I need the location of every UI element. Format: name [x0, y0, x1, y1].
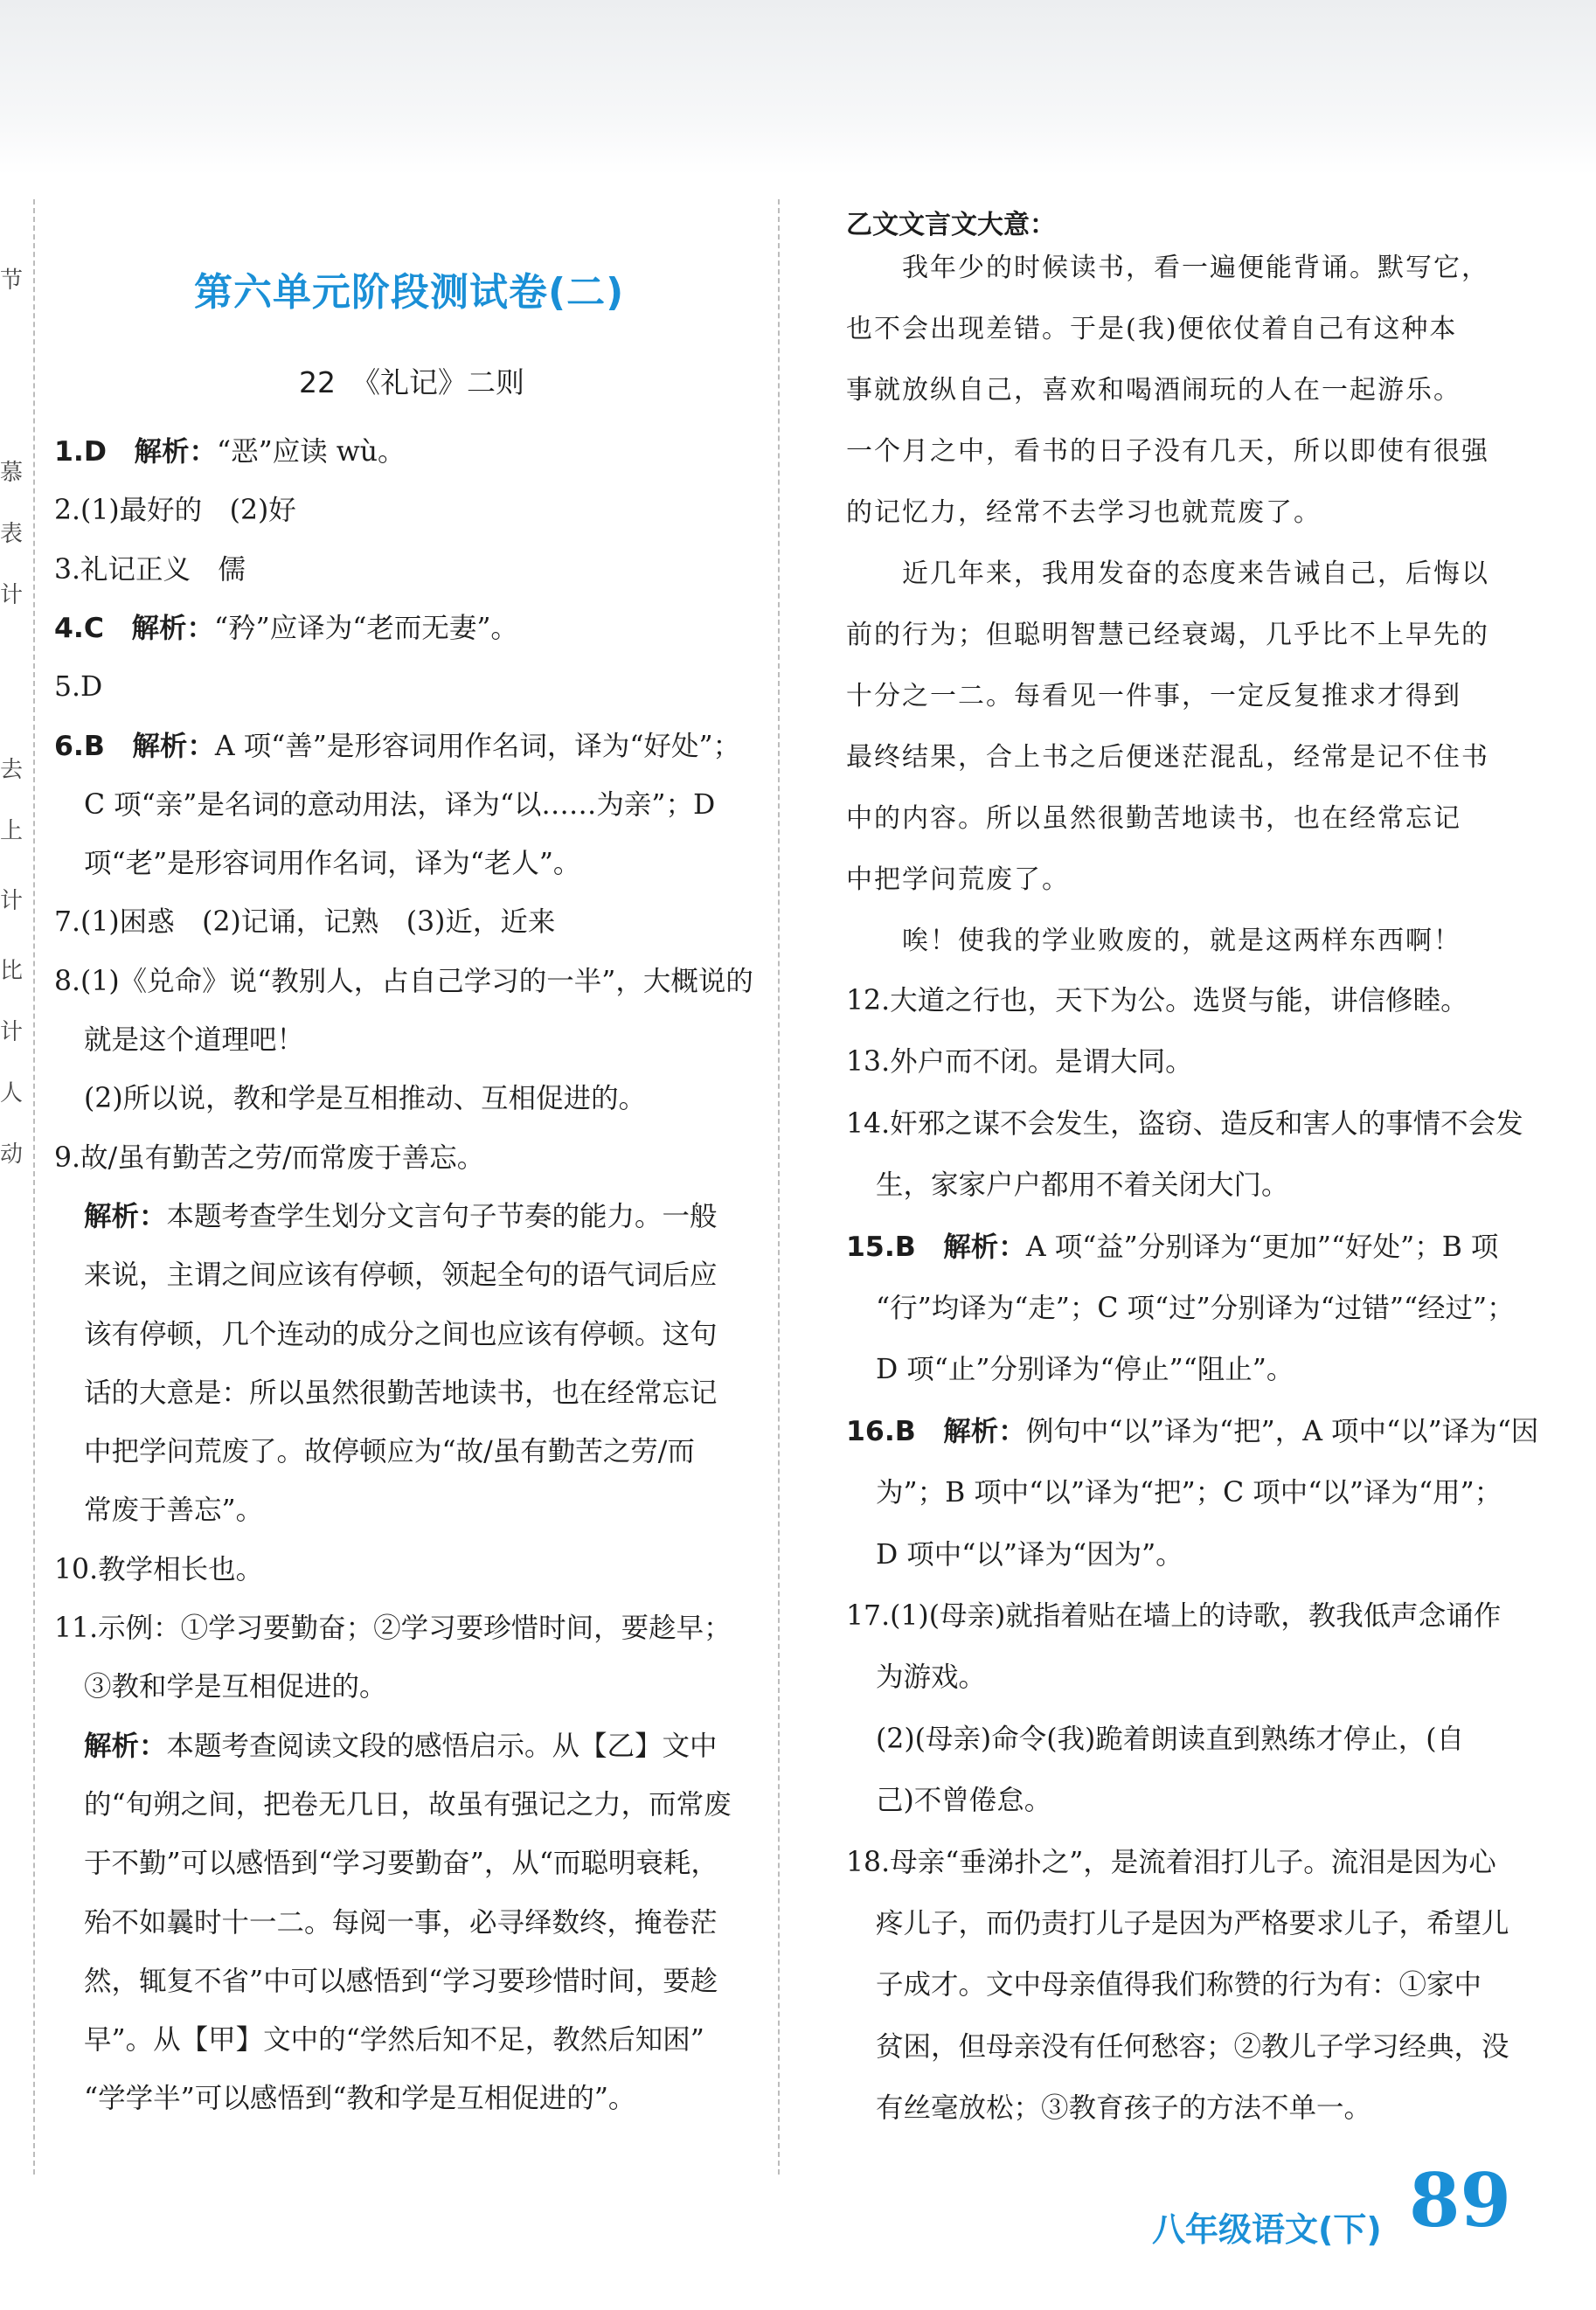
answer-text: 为游戏。 [876, 1661, 987, 1694]
answer-line [54, 1200, 718, 1232]
lesson-number: 22 [299, 365, 336, 399]
answer-line [54, 1024, 305, 1056]
answer-text: 来说，主谓之间应该有停顿，领起全句的语气词后应 [84, 1259, 718, 1292]
answer-text: 疼儿子，而仍责打儿子是因为严格要求儿子，希望儿 [876, 1908, 1509, 1939]
answer-line [54, 553, 246, 586]
unit-title: 第六单元阶段测试卷(二) [194, 270, 625, 315]
edge-char: 计 [0, 582, 24, 608]
answer-line [54, 612, 518, 644]
translation-line: 也不会出现差错。于是(我)便依仗着自己有这种本 [846, 314, 1458, 344]
answer-line [54, 1436, 695, 1468]
answer-text: 5.D [54, 671, 103, 704]
edge-char: 人 [0, 1080, 24, 1106]
answer-line [54, 1497, 263, 1525]
translation-line: 十分之一二。每看见一件事，一定反复推求才得到 [846, 681, 1461, 711]
edge-char: 计 [0, 1019, 24, 1045]
answer-line [846, 1846, 1496, 1878]
answer-text: 8.(1)《兑命》说“教别人，占自己学习的一半”，大概说的 [54, 965, 753, 997]
answer-line [54, 1259, 718, 1292]
answer-text: “行”均译为“走”；C 项“过”分别译为“过错”“经过”； [876, 1293, 1515, 1324]
answer-text: (2)(母亲)命令(我)跪着朗读直到熟练才停止，(自 [876, 1723, 1465, 1755]
answer-line [54, 1615, 732, 1643]
answer-line [846, 1107, 1523, 1140]
answer-text: 该有停顿，几个连动的成分之间也应该有停顿。这句 [84, 1318, 718, 1350]
answer-text: 然，辄复不省”中可以感悟到“学习要珍惜时间，要趁 [84, 1965, 718, 1997]
answer-line [846, 1231, 1499, 1263]
answer-line [846, 1723, 1465, 1755]
answer-text: D 项中“以”译为“因为”。 [876, 1538, 1183, 1571]
answer-line [54, 671, 103, 704]
answer-text: 的“旬朔之间，把卷无几日，故虽有强记之力，而常废 [84, 1788, 732, 1821]
answer-text: (2)所以说，教和学是互相推动、互相促进的。 [84, 1083, 647, 1115]
answer-line [846, 1169, 1289, 1202]
answer-line [846, 1295, 1515, 1323]
answer-text: 为”；B 项中“以”译为“把”；C 项中“以”译为“用”； [876, 1477, 1502, 1509]
answer-line [54, 497, 296, 525]
answer-text: 10.教学相长也。 [54, 1553, 264, 1585]
answer-text: 中把学问荒废了。故停顿应为“故/虽有勤苦之劳/而 [84, 1436, 695, 1468]
translation-line: 中的内容。所以虽然很勤苦地读书，也在经常忘记 [846, 803, 1461, 834]
translation-heading: 乙文文言文大意： [846, 210, 1056, 240]
answer-text: 贫困，但母亲没有任何愁容；②教儿子学习经典，没 [876, 2030, 1509, 2063]
answer-text: 2.(1)最好的 (2)好 [54, 495, 296, 527]
answer-line [54, 1671, 387, 1703]
lesson-name: 《礼记》二则 [351, 365, 524, 399]
lesson-title [299, 360, 524, 401]
answer-text: 本题考查学生划分文言句子节奏的能力。一般 [166, 1200, 718, 1232]
translation-line: 事就放纵自己，喜欢和喝酒闹玩的人在一起游乐。 [846, 375, 1461, 406]
answer-label: 6.B 解析： [54, 730, 215, 762]
answer-line [846, 985, 1468, 1016]
answer-text: 子成才。文中母亲值得我们称赞的行为有：①家中 [876, 1969, 1482, 2001]
left-column-divider [33, 199, 35, 2175]
answer-text: 话的大意是：所以虽然很勤苦地读书，也在经常忘记 [84, 1377, 718, 1409]
answer-line [846, 2030, 1509, 2063]
answer-line [846, 1356, 1294, 1384]
answer-line [54, 1083, 647, 1115]
answer-line [54, 1318, 718, 1350]
answer-line [54, 1906, 718, 1939]
answer-text: 己)不曾倦怠。 [876, 1785, 1052, 1817]
answer-text: 就是这个道理吧！ [84, 1024, 305, 1056]
translation-line: 我年少的时候读书，看一遍便能背诵。默写它， [846, 253, 1489, 283]
answer-line [846, 1600, 1502, 1632]
answer-label: 解析： [84, 1200, 167, 1232]
translation-line: 的记忆力，经常不去学习也就荒废了。 [846, 497, 1322, 528]
answer-text: ③教和学是互相促进的。 [84, 1671, 387, 1703]
answer-text: 殆不如曩时十一二。每阅一事，必寻绎数终，掩卷茫 [84, 1906, 718, 1939]
answer-line [846, 1661, 987, 1694]
center-column-divider [778, 199, 780, 2175]
answer-text: 本题考查阅读文段的感悟启示。从【乙】文中 [166, 1730, 718, 1762]
translation-line: 唉！使我的学业败废的，就是这两样东西啊！ [846, 926, 1461, 956]
edge-char: 计 [0, 888, 24, 914]
edge-char: 慕 [0, 460, 24, 486]
answer-text: 7.(1)困惑 (2)记诵，记熟 (3)近，近来 [54, 906, 556, 939]
answer-label: 15.B 解析： [846, 1231, 1026, 1263]
scan-top-band [0, 0, 1596, 175]
answer-line [54, 788, 716, 821]
answer-text: 9.故/虽有勤苦之劳/而常废于善忘。 [54, 1141, 485, 1174]
answer-text: 常废于善忘”。 [84, 1495, 264, 1527]
answer-line [846, 1477, 1502, 1509]
answer-line [54, 1965, 718, 1997]
book-label: 八年级语文(下) [1152, 2210, 1382, 2249]
answer-line [846, 2092, 1372, 2125]
answer-line [54, 436, 406, 468]
answer-text: 12.大道之行也，天下为公。选贤与能，讲信修睦。 [846, 985, 1468, 1016]
answer-line [54, 1553, 264, 1585]
edge-char: 动 [0, 1141, 24, 1168]
answer-label: 16.B 解析： [846, 1415, 1026, 1447]
edge-char: 表 [0, 521, 24, 547]
edge-char: 比 [0, 958, 24, 984]
answer-text: 例句中“以”译为“把”，A 项中“以”译为“因 [1025, 1415, 1539, 1447]
answer-line [846, 1046, 1193, 1079]
answer-text: 有丝毫放松；③教育孩子的方法不单一。 [876, 2092, 1372, 2125]
answer-line [846, 1969, 1482, 2001]
translation-line: 中把学问荒废了。 [846, 864, 1070, 895]
answer-label: 1.D 解析： [54, 436, 218, 468]
answer-line [54, 850, 580, 878]
answer-line [54, 906, 556, 939]
edge-char: 上 [0, 818, 24, 844]
answer-line [54, 2024, 704, 2057]
translation-line: 前的行为；但聪明智慧已经衰竭，几乎比不上早先的 [846, 620, 1489, 650]
answer-line [54, 965, 753, 997]
answer-text: 13.外户而不闭。是谓大同。 [846, 1046, 1193, 1079]
answer-line [54, 1141, 485, 1174]
answer-text: 17.(1)(母亲)就指着贴在墙上的诗歌，教我低声念诵作 [846, 1600, 1502, 1632]
answer-text: 早”。从【甲】文中的“学然后知不足，教然后知困” [84, 2024, 704, 2057]
answer-text: D 项“止”分别译为“停止”“阻止”。 [876, 1354, 1294, 1386]
edge-char: 节 [0, 267, 24, 294]
answer-text: “矜”应译为“老而无妻”。 [214, 612, 518, 644]
answer-line [54, 1788, 732, 1821]
page-number: 89 [1409, 2157, 1511, 2244]
answer-line [846, 1538, 1183, 1571]
answer-line [54, 1730, 718, 1762]
answer-line [54, 1377, 718, 1409]
translation-line: 近几年来，我用发奋的态度来告诫自己，后悔以 [846, 558, 1489, 589]
answer-text: 项“老”是形容词用作名词，译为“老人”。 [84, 848, 581, 880]
answer-line [54, 2085, 635, 2113]
answer-line [54, 730, 741, 762]
answer-text: “恶”应读 wù。 [217, 436, 406, 468]
answer-text: A 项“善”是形容词用作名词，译为“好处”； [214, 730, 741, 762]
answer-line [846, 1787, 1051, 1815]
answer-text: C 项“亲”是名词的意动用法，译为“以……为亲”；D [84, 788, 716, 821]
answer-text: 3.礼记正义 儒 [54, 553, 246, 586]
answer-line [54, 1850, 718, 1878]
answer-text: “学学半”可以感悟到“教和学是互相促进的”。 [84, 2083, 636, 2115]
answer-text: 14.奸邪之谋不会发生，盗窃、造反和害人的事情不会发 [846, 1107, 1523, 1140]
answer-text: 生，家家户户都用不着关闭大门。 [876, 1169, 1289, 1202]
answer-text: 18.母亲“垂涕扑之”，是流着泪打儿子。流泪是因为心 [846, 1846, 1496, 1878]
answer-text: 11.示例：①学习要勤奋；②学习要珍惜时间，要趁早； [54, 1613, 732, 1644]
answer-text: 于不勤”可以感悟到“学习要勤奋”，从“而聪明衰耗， [84, 1848, 718, 1880]
translation-line: 一个月之中，看书的日子没有几天，所以即使有很强 [846, 436, 1489, 467]
edge-char: 去 [0, 757, 24, 783]
translation-line: 最终结果，合上书之后便迷茫混乱，经常是记不住书 [846, 742, 1489, 773]
adjacent-page-edge [0, 0, 23, 2310]
answer-line [846, 1415, 1539, 1447]
answer-label: 4.C 解析： [54, 612, 215, 644]
answer-line [846, 1908, 1509, 1939]
answer-text: A 项“益”分别译为“更加”“好处”；B 项 [1025, 1231, 1499, 1263]
answer-label: 解析： [84, 1730, 167, 1762]
